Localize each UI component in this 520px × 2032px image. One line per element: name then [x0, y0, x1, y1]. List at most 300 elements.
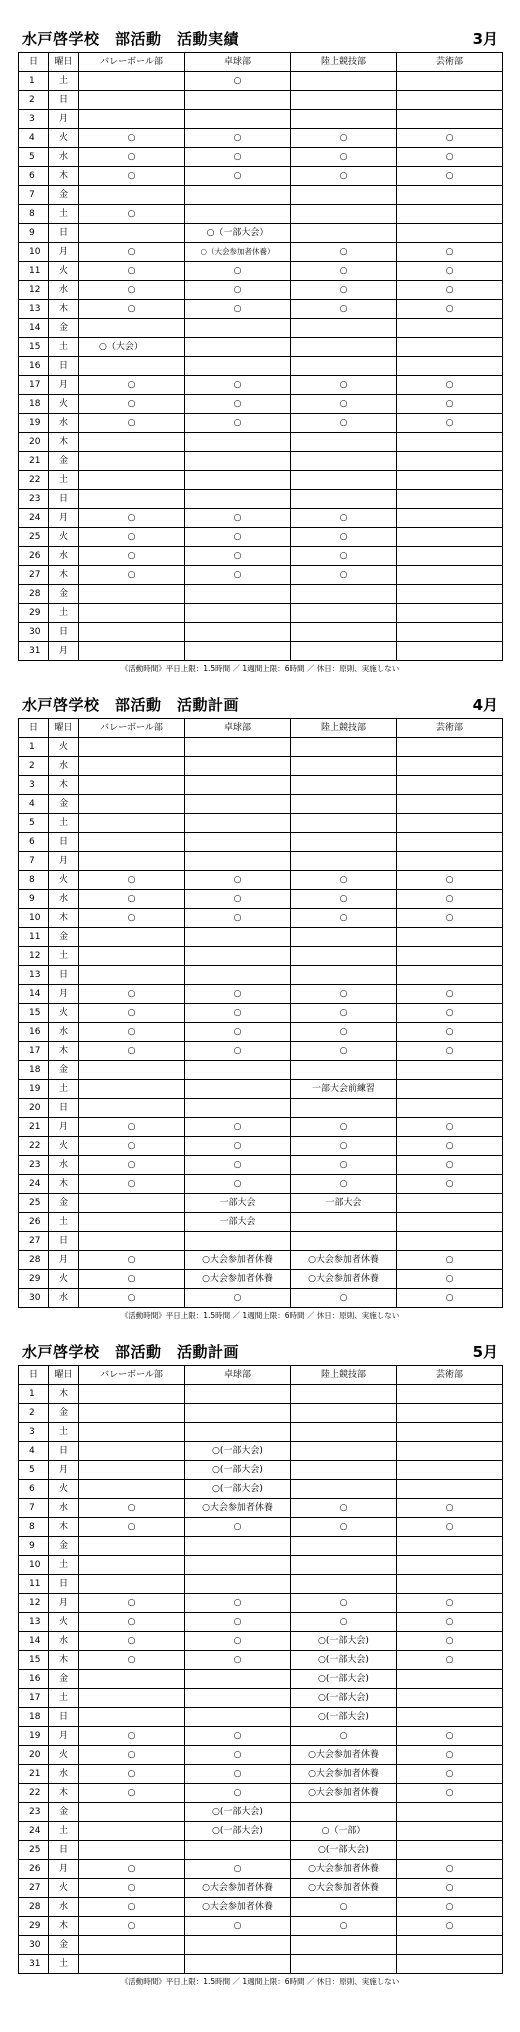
volleyball-cell	[79, 642, 185, 661]
day-cell: 28	[19, 1898, 49, 1917]
art-cell	[397, 1670, 503, 1689]
volleyball-cell	[79, 1385, 185, 1404]
track-field-cell: ○	[291, 1156, 397, 1175]
section-title: 水戸啓学校 部活動 活動計画	[22, 1343, 240, 1361]
volleyball-cell: ○	[79, 281, 185, 300]
day-cell: 9	[19, 890, 49, 909]
weekday-cell: 木	[49, 1518, 79, 1537]
volleyball-cell	[79, 1822, 185, 1841]
day-cell: 9	[19, 224, 49, 243]
table-tennis-cell	[185, 1556, 291, 1575]
table-tennis-cell: ○大会参加者休養	[185, 1270, 291, 1289]
day-cell: 18	[19, 395, 49, 414]
day-cell: 23	[19, 1803, 49, 1822]
volleyball-cell: ○	[79, 1118, 185, 1137]
art-cell	[397, 795, 503, 814]
volleyball-cell: ○	[79, 1613, 185, 1632]
art-cell: ○	[397, 1632, 503, 1651]
table-row	[19, 1042, 503, 1061]
volleyball-cell	[79, 1556, 185, 1575]
art-cell	[397, 490, 503, 509]
art-cell: ○	[397, 167, 503, 186]
track-field-cell: ○	[291, 395, 397, 414]
art-cell: ○	[397, 281, 503, 300]
art-cell	[397, 471, 503, 490]
track-field-cell: ○	[291, 871, 397, 890]
table-tennis-cell	[185, 1061, 291, 1080]
weekday-cell: 金	[49, 1194, 79, 1213]
table-row	[19, 814, 503, 833]
track-field-cell: ○	[291, 300, 397, 319]
volleyball-cell: ○	[79, 1632, 185, 1651]
track-field-cell	[291, 928, 397, 947]
volleyball-cell: ○	[79, 1270, 185, 1289]
volleyball-cell	[79, 1955, 185, 1974]
activity-table	[18, 1365, 503, 1974]
day-cell: 5	[19, 814, 49, 833]
track-field-cell	[291, 642, 397, 661]
day-cell: 2	[19, 91, 49, 110]
track-field-cell	[291, 947, 397, 966]
day-cell: 31	[19, 642, 49, 661]
weekday-cell: 金	[49, 186, 79, 205]
day-cell: 14	[19, 1632, 49, 1651]
day-cell: 11	[19, 1575, 49, 1594]
art-cell: ○	[397, 1594, 503, 1613]
art-cell: ○	[397, 1765, 503, 1784]
table-tennis-cell	[185, 471, 291, 490]
volleyball-cell	[79, 1480, 185, 1499]
art-cell	[397, 566, 503, 585]
volleyball-cell	[79, 1689, 185, 1708]
table-row	[19, 1632, 503, 1651]
table-row	[19, 1404, 503, 1423]
day-cell: 4	[19, 1442, 49, 1461]
table-row	[19, 72, 503, 91]
table-row	[19, 91, 503, 110]
weekday-cell: 火	[49, 871, 79, 890]
day-cell: 7	[19, 852, 49, 871]
table-tennis-cell	[185, 852, 291, 871]
weekday-cell: 土	[49, 604, 79, 623]
track-field-cell: ○	[291, 1118, 397, 1137]
track-field-cell: ○大会参加者休養	[291, 1784, 397, 1803]
table-row	[19, 1556, 503, 1575]
volleyball-cell	[79, 452, 185, 471]
table-tennis-cell	[185, 1689, 291, 1708]
table-row	[19, 262, 503, 281]
day-cell: 19	[19, 1080, 49, 1099]
volleyball-cell	[79, 623, 185, 642]
table-row	[19, 1175, 503, 1194]
weekday-cell: 日	[49, 91, 79, 110]
day-cell: 15	[19, 1651, 49, 1670]
table-row	[19, 1746, 503, 1765]
track-field-cell	[291, 357, 397, 376]
section-header	[18, 1335, 502, 1365]
schedule-section-april	[18, 688, 502, 1324]
volleyball-cell	[79, 928, 185, 947]
table-tennis-cell	[185, 928, 291, 947]
weekday-cell: 日	[49, 357, 79, 376]
weekday-cell: 水	[49, 1632, 79, 1651]
activity-table	[18, 718, 503, 1308]
volleyball-cell	[79, 947, 185, 966]
table-row	[19, 1670, 503, 1689]
table-tennis-cell: ○大会参加者休養	[185, 1879, 291, 1898]
table-row	[19, 547, 503, 566]
table-row	[19, 1708, 503, 1727]
table-row	[19, 1651, 503, 1670]
table-tennis-cell: ○	[185, 1004, 291, 1023]
art-cell: ○	[397, 1289, 503, 1308]
volleyball-cell	[79, 471, 185, 490]
weekday-cell: 金	[49, 928, 79, 947]
volleyball-cell: ○	[79, 129, 185, 148]
day-cell: 24	[19, 1175, 49, 1194]
table-row	[19, 1841, 503, 1860]
day-cell: 18	[19, 1708, 49, 1727]
col-header-volleyball: バレーボール部	[79, 53, 185, 72]
table-row	[19, 243, 503, 262]
weekday-cell: 水	[49, 1023, 79, 1042]
track-field-cell: ○	[291, 547, 397, 566]
weekday-cell: 火	[49, 1270, 79, 1289]
day-cell: 25	[19, 1194, 49, 1213]
day-cell: 22	[19, 1137, 49, 1156]
track-field-cell	[291, 833, 397, 852]
track-field-cell	[291, 604, 397, 623]
art-cell: ○	[397, 1917, 503, 1936]
col-header-volleyball: バレーボール部	[79, 1366, 185, 1385]
art-cell	[397, 585, 503, 604]
day-cell: 4	[19, 129, 49, 148]
table-tennis-cell: ○大会参加者休養	[185, 1251, 291, 1270]
volleyball-cell	[79, 814, 185, 833]
table-tennis-cell: ○	[185, 1860, 291, 1879]
weekday-cell: 土	[49, 1423, 79, 1442]
col-header-track-field: 陸上競技部	[291, 53, 397, 72]
table-row	[19, 186, 503, 205]
table-tennis-cell: ○	[185, 985, 291, 1004]
table-tennis-cell: ○(一部大会)	[185, 1461, 291, 1480]
weekday-cell: 土	[49, 1689, 79, 1708]
track-field-cell	[291, 110, 397, 129]
weekday-cell: 月	[49, 243, 79, 262]
table-tennis-cell: ○	[185, 395, 291, 414]
track-field-cell	[291, 1461, 397, 1480]
weekday-cell: 日	[49, 1708, 79, 1727]
table-row	[19, 1613, 503, 1632]
weekday-cell: 土	[49, 1556, 79, 1575]
track-field-cell: ○	[291, 243, 397, 262]
volleyball-cell: ○	[79, 566, 185, 585]
track-field-cell: ○(一部大会)	[291, 1708, 397, 1727]
table-tennis-cell	[185, 604, 291, 623]
weekday-cell: 土	[49, 814, 79, 833]
weekday-cell: 日	[49, 490, 79, 509]
weekday-cell: 土	[49, 72, 79, 91]
weekday-cell: 火	[49, 1004, 79, 1023]
table-row	[19, 110, 503, 129]
volleyball-cell: ○	[79, 395, 185, 414]
day-cell: 25	[19, 528, 49, 547]
volleyball-cell	[79, 433, 185, 452]
weekday-cell: 金	[49, 585, 79, 604]
col-header-track-field: 陸上競技部	[291, 719, 397, 738]
track-field-cell: ○	[291, 985, 397, 1004]
track-field-cell: ○	[291, 1023, 397, 1042]
day-cell: 8	[19, 871, 49, 890]
table-tennis-cell: ○(一部大会)	[185, 1442, 291, 1461]
weekday-cell: 火	[49, 262, 79, 281]
track-field-cell	[291, 1213, 397, 1232]
table-row	[19, 585, 503, 604]
day-cell: 11	[19, 928, 49, 947]
weekday-cell: 金	[49, 1803, 79, 1822]
table-row	[19, 1156, 503, 1175]
track-field-cell: ○(一部大会)	[291, 1651, 397, 1670]
art-cell	[397, 1461, 503, 1480]
volleyball-cell: ○	[79, 1156, 185, 1175]
weekday-cell: 土	[49, 947, 79, 966]
track-field-cell: ○	[291, 1289, 397, 1308]
volleyball-cell: ○	[79, 1860, 185, 1879]
table-row	[19, 1860, 503, 1879]
volleyball-cell: ○	[79, 148, 185, 167]
table-tennis-cell: ○	[185, 167, 291, 186]
volleyball-cell	[79, 1061, 185, 1080]
volleyball-cell: ○	[79, 528, 185, 547]
table-row	[19, 1955, 503, 1974]
art-cell	[397, 833, 503, 852]
weekday-cell: 水	[49, 281, 79, 300]
table-row	[19, 224, 503, 243]
track-field-cell: ○	[291, 1518, 397, 1537]
volleyball-cell	[79, 1213, 185, 1232]
day-cell: 19	[19, 414, 49, 433]
volleyball-cell	[79, 1936, 185, 1955]
col-header-track-field: 陸上競技部	[291, 1366, 397, 1385]
track-field-cell	[291, 91, 397, 110]
track-field-cell: ○大会参加者休養	[291, 1765, 397, 1784]
art-cell: ○	[397, 1156, 503, 1175]
volleyball-cell	[79, 1442, 185, 1461]
table-row	[19, 1004, 503, 1023]
col-header-art: 芸術部	[397, 53, 503, 72]
day-cell: 30	[19, 623, 49, 642]
table-tennis-cell: ○（大会参加者休養）	[185, 243, 291, 262]
art-cell	[397, 110, 503, 129]
weekday-cell: 水	[49, 757, 79, 776]
table-tennis-cell	[185, 186, 291, 205]
weekday-cell: 水	[49, 547, 79, 566]
activity-time-note: 《活動時間》平日上限：1.5時間 ／ 1週間上限：6時間 ／ 休日：原則、実施しない	[120, 1311, 400, 1320]
track-field-cell: ○	[291, 890, 397, 909]
volleyball-cell	[79, 1841, 185, 1860]
art-cell	[397, 1822, 503, 1841]
volleyball-cell	[79, 1670, 185, 1689]
table-tennis-cell	[185, 757, 291, 776]
table-tennis-cell: ○	[185, 528, 291, 547]
track-field-cell: ○	[291, 414, 397, 433]
day-cell: 1	[19, 738, 49, 757]
volleyball-cell	[79, 833, 185, 852]
day-cell: 30	[19, 1289, 49, 1308]
volleyball-cell	[79, 757, 185, 776]
table-row	[19, 1023, 503, 1042]
volleyball-cell	[79, 795, 185, 814]
table-tennis-cell: ○	[185, 414, 291, 433]
table-tennis-cell: ○	[185, 1917, 291, 1936]
track-field-cell: ○(一部大会)	[291, 1841, 397, 1860]
track-field-cell	[291, 623, 397, 642]
table-row	[19, 1594, 503, 1613]
weekday-cell: 月	[49, 985, 79, 1004]
weekday-cell: 日	[49, 623, 79, 642]
weekday-cell: 木	[49, 1917, 79, 1936]
art-cell	[397, 1213, 503, 1232]
activity-table	[18, 52, 503, 661]
weekday-cell: 火	[49, 129, 79, 148]
volleyball-cell	[79, 91, 185, 110]
weekday-cell: 日	[49, 1575, 79, 1594]
art-cell	[397, 738, 503, 757]
volleyball-cell	[79, 738, 185, 757]
art-cell: ○	[397, 262, 503, 281]
volleyball-cell: ○	[79, 1004, 185, 1023]
track-field-cell	[291, 338, 397, 357]
table-row	[19, 528, 503, 547]
day-cell: 16	[19, 1023, 49, 1042]
track-field-cell	[291, 852, 397, 871]
table-tennis-cell	[185, 1955, 291, 1974]
weekday-cell: 土	[49, 1080, 79, 1099]
table-tennis-cell	[185, 966, 291, 985]
track-field-cell	[291, 776, 397, 795]
volleyball-cell	[79, 1099, 185, 1118]
day-cell: 31	[19, 1955, 49, 1974]
art-cell	[397, 1480, 503, 1499]
track-field-cell: ○	[291, 281, 397, 300]
volleyball-cell: ○	[79, 205, 185, 224]
table-row	[19, 1137, 503, 1156]
volleyball-cell	[79, 319, 185, 338]
table-tennis-cell: ○	[185, 281, 291, 300]
table-tennis-cell: ○	[185, 1156, 291, 1175]
weekday-cell: 土	[49, 1213, 79, 1232]
volleyball-cell	[79, 72, 185, 91]
table-row	[19, 167, 503, 186]
table-row	[19, 1480, 503, 1499]
table-row	[19, 776, 503, 795]
table-row	[19, 928, 503, 947]
weekday-cell: 月	[49, 110, 79, 129]
table-tennis-cell	[185, 947, 291, 966]
track-field-cell: ○	[291, 1898, 397, 1917]
track-field-cell: ○	[291, 167, 397, 186]
day-cell: 5	[19, 1461, 49, 1480]
day-cell: 3	[19, 110, 49, 129]
table-tennis-cell	[185, 1575, 291, 1594]
art-cell: ○	[397, 395, 503, 414]
volleyball-cell: ○	[79, 1518, 185, 1537]
weekday-cell: 木	[49, 1784, 79, 1803]
track-field-cell: ○大会参加者休養	[291, 1860, 397, 1879]
track-field-cell: ○大会参加者休養	[291, 1270, 397, 1289]
art-cell	[397, 357, 503, 376]
track-field-cell: ○(一部大会)	[291, 1670, 397, 1689]
day-cell: 12	[19, 281, 49, 300]
track-field-cell	[291, 1537, 397, 1556]
art-cell	[397, 528, 503, 547]
day-cell: 21	[19, 1765, 49, 1784]
weekday-cell: 木	[49, 167, 79, 186]
activity-time-note: 《活動時間》平日上限：1.5時間 ／ 1週間上限：6時間 ／ 休日：原則、実施しない	[120, 1977, 400, 1986]
day-cell: 1	[19, 72, 49, 91]
day-cell: 29	[19, 604, 49, 623]
volleyball-cell: ○	[79, 1175, 185, 1194]
track-field-cell	[291, 1423, 397, 1442]
section-header	[18, 688, 502, 718]
day-cell: 10	[19, 1556, 49, 1575]
art-cell: ○	[397, 1042, 503, 1061]
col-header-day: 日	[19, 53, 49, 72]
table-tennis-cell: ○	[185, 566, 291, 585]
table-row	[19, 1537, 503, 1556]
table-tennis-cell: ○(一部大会)	[185, 1480, 291, 1499]
art-cell: ○	[397, 1613, 503, 1632]
table-tennis-cell	[185, 452, 291, 471]
day-cell: 29	[19, 1917, 49, 1936]
track-field-cell	[291, 452, 397, 471]
table-row	[19, 1765, 503, 1784]
table-tennis-cell	[185, 1404, 291, 1423]
weekday-cell: 水	[49, 414, 79, 433]
volleyball-cell	[79, 852, 185, 871]
track-field-cell: ○	[291, 1727, 397, 1746]
day-cell: 21	[19, 452, 49, 471]
day-cell: 8	[19, 205, 49, 224]
art-cell	[397, 814, 503, 833]
volleyball-cell: ○	[79, 376, 185, 395]
day-cell: 2	[19, 1404, 49, 1423]
art-cell	[397, 509, 503, 528]
day-cell: 16	[19, 357, 49, 376]
table-row	[19, 433, 503, 452]
day-cell: 13	[19, 300, 49, 319]
table-tennis-cell: ○	[185, 262, 291, 281]
track-field-cell: 一部大会	[291, 1194, 397, 1213]
weekday-cell: 木	[49, 1651, 79, 1670]
weekday-cell: 火	[49, 1480, 79, 1499]
volleyball-cell	[79, 966, 185, 985]
table-tennis-cell: ○	[185, 72, 291, 91]
art-cell	[397, 224, 503, 243]
table-tennis-cell: ○	[185, 1746, 291, 1765]
activity-time-note: 《活動時間》平日上限：1.5時間 ／ 1週間上限：6時間 ／ 休日：原則、実施しない	[120, 664, 400, 673]
track-field-cell	[291, 433, 397, 452]
table-tennis-cell	[185, 490, 291, 509]
table-tennis-cell: ○	[185, 909, 291, 928]
weekday-cell: 火	[49, 1746, 79, 1765]
volleyball-cell: ○	[79, 871, 185, 890]
table-tennis-cell	[185, 110, 291, 129]
table-tennis-cell: 一部大会	[185, 1194, 291, 1213]
table-tennis-cell	[185, 738, 291, 757]
table-row	[19, 947, 503, 966]
day-cell: 15	[19, 1004, 49, 1023]
